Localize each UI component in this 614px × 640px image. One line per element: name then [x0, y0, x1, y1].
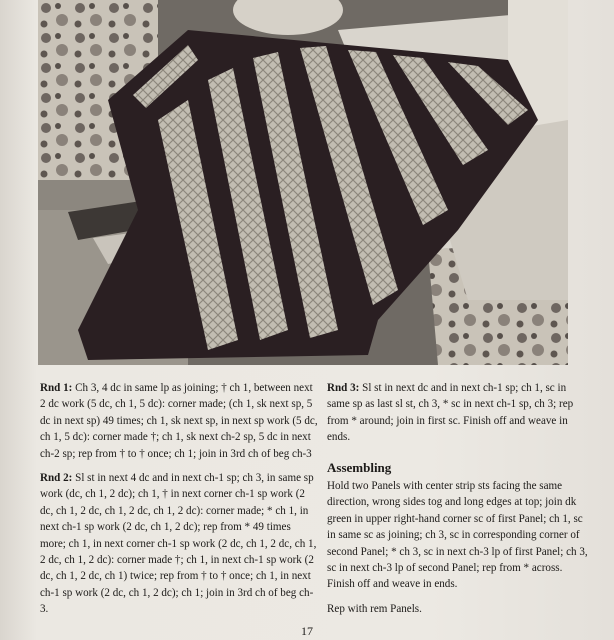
round-2-text: Sl st in next 4 dc and in next ch-1 sp; ch 3, in same sp work (dc, ch 1, 2 dc); ch 1, † in next corner ch-1 sp work (2 dc, ch 1, 2 dc, ch 1, 2 dc, ch 1, 2 dc): corner made; * ch 1, in next ch-1 sp work (2 dc, ch 1, 2 dc); rep from * 49 times more; ch 1, in next corner ch-1 sp work (2 dc, ch 1, 2 dc, ch 1, 2 dc, ch 1, 2 dc): corner made †; ch 1, in next ch-1 sp work (2 dc, ch 1, 2 dc, ch 1) twice; rep from † to † once; ch 1, in next ch-1 sp work (2 dc, ch 1, 2 dc); ch 1; join in 3rd ch of beg ch-3. — [40, 472, 317, 616]
round-1-label: Rnd 1: — [40, 382, 73, 394]
right-column — [327, 380, 589, 625]
assembling-text: Hold two Panels with center strip sts facing the same direction, wrong sides tog and long edges at top; join dk green in upper right-hand corner sc of first Panel; ch 1, sc in same sc as joining; ch 3, sc in corresponding corner of second Panel; * ch 3, sc in next ch-3 lp of first Panel; ch 3, sc in next ch-3 lp of second Panel; rep from * across. Finish off and weave in ends. — [327, 480, 588, 591]
round-3-instructions — [327, 380, 589, 446]
round-1-instructions — [40, 380, 318, 462]
round-3-label: Rnd 3: — [327, 382, 360, 394]
round-2-label: Rnd 2: — [40, 472, 73, 485]
left-column — [40, 380, 318, 626]
assembling-heading: Assembling — [327, 459, 392, 475]
afghan-photo — [38, 0, 568, 365]
assembling-repeat: Rep with rem Panels. — [327, 602, 422, 615]
round-1-text: Ch 3, 4 dc in same lp as joining; † ch 1, between next 2 dc work (5 dc, ch 1, 5 dc): corner made; (ch 1, sk next sp, 5 dc in next sp) 49 times; ch 1, sk next sp, in next sp work (5 dc, ch 1, 5 dc): corner made †; ch 1, sk next ch-2 sp, 5 dc in next ch-2 sp; rep from † to † once; ch 1; join in 3rd ch of beg ch-3 — [40, 382, 318, 460]
page-number: 17 — [301, 624, 313, 638]
round-3-text: Sl st in next dc and in next ch-1 sp; ch 1, sc in same sp as last sl st, ch 3, * sc in next ch-1 sp, ch 3; rep from * around; join in first sc. Finish off and weave in ends. — [327, 382, 574, 444]
round-2-instructions — [40, 470, 318, 618]
